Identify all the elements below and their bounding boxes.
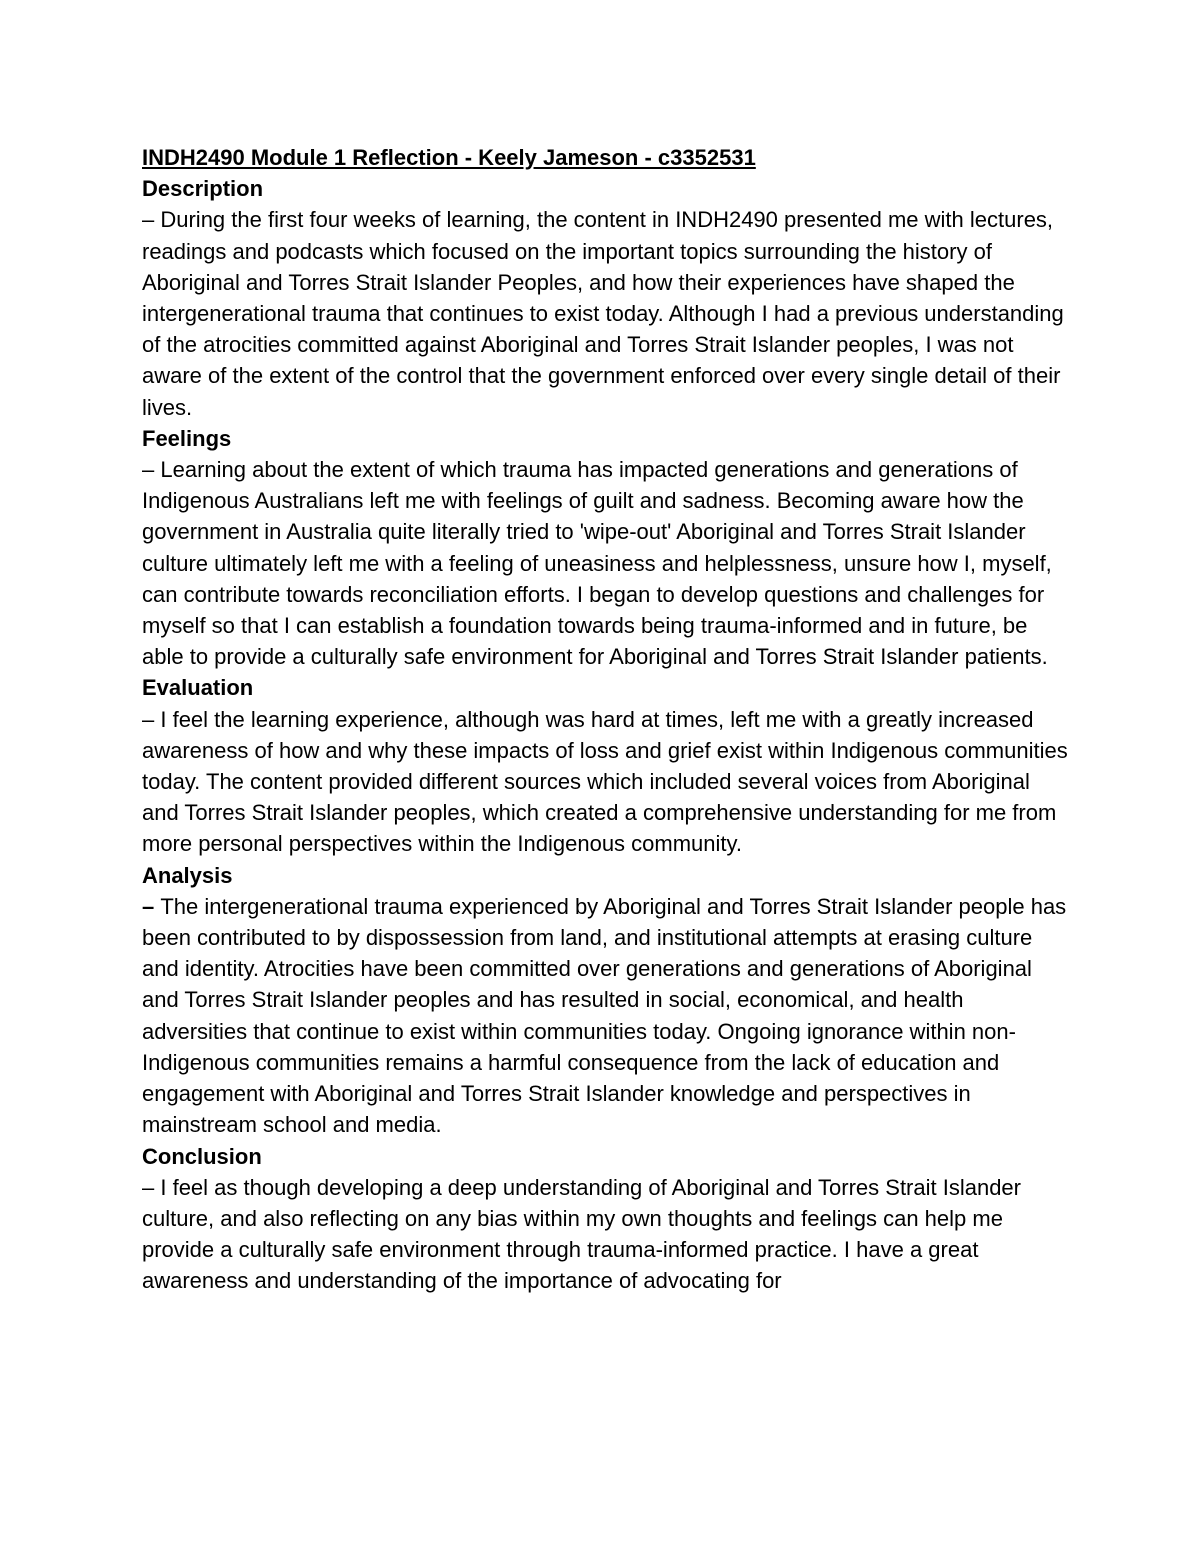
section-heading-feelings: Feelings: [142, 425, 232, 451]
document-title: INDH2490 Module 1 Reflection - Keely Jameson - c3352531: [142, 145, 756, 170]
document-content: [142, 142, 1072, 1297]
section-text-feelings: Learning about the extent of which trauma has impacted generations and generations of Indigenous Australians left me with feelings of guilt and sadness. Becoming aware how the government in Australia quite literally tried to 'wipe-out' Aboriginal and Torres Strait Islander culture ultimately left me with a feeling of uneasiness and helplessness, unsure how I, myself, can contribute towards reconciliation efforts. I began to develop questions and challenges for myself so that I can establish a foundation towards being trauma-informed and in future, be able to provide a culturally safe environment for Aboriginal and Torres Strait Islander patients.: [142, 457, 1052, 670]
section-body-analysis: [142, 891, 1072, 1141]
section-conclusion: [142, 1141, 1072, 1297]
section-feelings: [142, 423, 1072, 673]
section-heading-analysis: Analysis: [142, 862, 233, 888]
section-heading-conclusion: Conclusion: [142, 1143, 262, 1169]
section-body-feelings: [142, 454, 1072, 672]
dash-prefix: –: [142, 893, 161, 919]
dash-prefix: –: [142, 1174, 161, 1200]
section-analysis: [142, 860, 1072, 1141]
section-body-conclusion: [142, 1172, 1072, 1297]
section-evaluation: [142, 672, 1072, 859]
dash-prefix: –: [142, 207, 161, 233]
section-body-description: [142, 204, 1072, 422]
section-body-evaluation: [142, 704, 1072, 860]
section-text-conclusion: I feel as though developing a deep understanding of Aboriginal and Torres Strait Islander culture, and also reflecting on any bias within my own thoughts and feelings can help me provide a culturally safe environment through trauma-informed practice. I have a great awareness and understanding of the importance of advocating for: [142, 1174, 1021, 1294]
section-text-description: During the first four weeks of learning, the content in INDH2490 presented me with lectures, readings and podcasts which focused on the important topics surrounding the history of Aboriginal and Torres Strait Islander Peoples, and how their experiences have shaped the intergenerational trauma that continues to exist today. Although I had a previous understanding of the atrocities committed against Aboriginal and Torres Strait Islander peoples, I was not aware of the extent of the control that the government enforced over every single detail of their lives.: [142, 207, 1064, 420]
section-text-analysis: The intergenerational trauma experienced by Aboriginal and Torres Strait Islander people has been contributed to by dispossession from land, and institutional attempts at erasing culture and identity. Atrocities have been committed over generations and generations of Aboriginal and Torres Strait Islander peoples and has resulted in social, economical, and health adversities that continue to exist within communities today. Ongoing ignorance within non-Indigenous communities remains a harmful consequence from the lack of education and engagement with Aboriginal and Torres Strait Islander knowledge and perspectives in mainstream school and media.: [142, 893, 1067, 1138]
dash-prefix: –: [142, 457, 161, 483]
section-description: [142, 173, 1072, 423]
section-text-evaluation: I feel the learning experience, although was hard at times, left me with a greatly increased awareness of how and why these impacts of loss and grief exist within Indigenous communities today. The content provided different sources which included several voices from Aboriginal and Torres Strait Islander peoples, which created a comprehensive understanding for me from more personal perspectives within the Indigenous community.: [142, 706, 1068, 857]
section-heading-evaluation: Evaluation: [142, 675, 254, 701]
dash-prefix: –: [142, 706, 161, 732]
section-heading-description: Description: [142, 176, 264, 202]
